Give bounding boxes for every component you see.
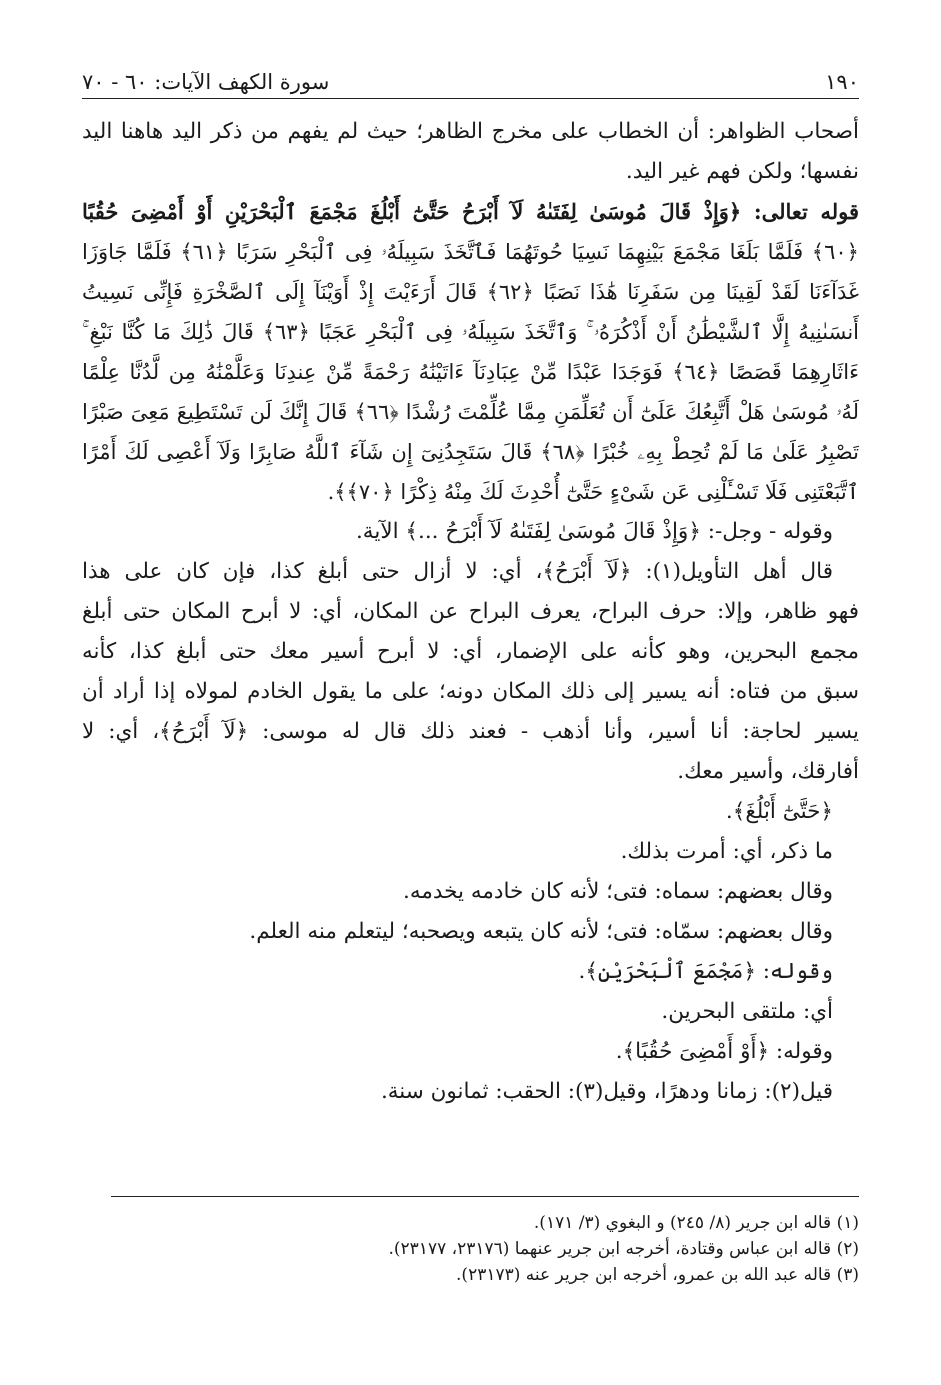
header-rule [82,98,859,99]
text-line: نفسها؛ ولكن فهم غير اليد. [625,159,859,184]
footnote: (٢) قاله ابن عباس وقتادة، أخرجه ابن جرير عنهما (٢٣١٧٦، ٢٣١٧٧). [388,1239,859,1259]
text-line: وقوله - وجل-: ﴿وَإِذْ قَالَ مُوسَىٰ لِفَتَىٰهُ لَآ أَبْرَحُ ...﴾ الآية. [355,519,833,544]
verse-line: غَدَآءَنَا لَقَدْ لَقِينَا مِن سَفَرِنَا هَٰذَا نَصَبًا ﴿٦٢﴾ قَالَ أَرَءَيْتَ إِذْ أَوَيْنَآ إِلَى ٱلصَّخْرَةِ فَإِنِّى نَسِيتُ [82,280,859,304]
text-line: سبق من فتاه: أنه يسير إلى ذلك المكان دونه؛ على ما يقول الخادم لمولاه إذا أراد أن [82,679,859,704]
text-line: ﴿حَتَّىٰٓ أَبْلُغَ﴾. [725,799,833,824]
text-line: أي: ملتقى البحرين. [661,999,833,1024]
running-title: سورة الكهف الآيات: ٦٠ - ٧٠ [82,70,330,94]
verse-line: ﴿٦٠﴾ فَلَمَّا بَلَغَا مَجْمَعَ بَيْنِهِمَا نَسِيَا حُوتَهُمَا فَٱتَّخَذَ سَبِيلَهُۥ فِى ٱلْبَحْرِ سَرَبًا ﴿٦١﴾ فَلَمَّا جَاوَزَا [82,240,859,264]
verse-line: أَنسَىٰنِيهُ إِلَّا ٱلشَّيْطَٰنُ أَنْ أَذْكُرَهُۥ ۚ وَٱتَّخَذَ سَبِيلَهُۥ فِى ٱلْبَحْرِ عَجَبًا ﴿٦٣﴾ قَالَ ذَٰلِكَ مَا كُنَّا نَبْغِ ۚ [82,320,859,344]
text-line: يسير لحاجة: أنا أسير، وأنا أذهب - فعند ذلك قال له موسى: ﴿لَآ أَبْرَحُ﴾، أي: لا [82,719,859,744]
text-line: أصحاب الظواهر: أن الخطاب على مخرج الظاهر؛ حيث لم يفهم من ذكر اليد هاهنا اليد [82,119,859,144]
page-header [82,58,859,94]
footnote: (١) قاله ابن جرير (٨/ ٢٤٥) و البغوي (٣/ ١٧١). [533,1213,859,1233]
verse-line: قوله تعالى: ﴿وَإِذْ قَالَ مُوسَىٰ لِفَتَىٰهُ لَآ أَبْرَحُ حَتَّىٰٓ أَبْلُغَ مَجْمَعَ ٱلْبَحْرَيْنِ أَوْ أَمْضِىَ حُقُبًا [82,199,859,224]
footnote-rule [111,1196,859,1197]
footnote: (٣) قاله عبد الله بن عمرو، أخرجه ابن جرير عنه (٢٣١٧٣). [456,1265,859,1285]
text-line: وقوله: ﴿أَوْ أَمْضِىَ حُقُبًا﴾. [615,1039,833,1064]
text-line: قال أهل التأويل(١): ﴿لَآ أَبْرَحُ﴾، أي: لا أزال حتى أبلغ كذا، فإن كان على هذا [82,559,833,584]
main-text [82,112,859,1112]
text-line: قيل(٢): زمانا ودهرًا، وقيل(٣): الحقب: ثمانون سنة. [380,1079,833,1104]
text-line: مجمع البحرين، وهو كأنه على الإضمار، أي: لا أبرح أسير معك حتى أبلغ كذا، كأنه [82,639,859,664]
verse-line: لَهُۥ مُوسَىٰ هَلْ أَتَّبِعُكَ عَلَىٰٓ أَن تُعَلِّمَنِ مِمَّا عُلِّمْتَ رُشْدًا ﴿٦٦﴾ قَالَ إِنَّكَ لَن تَسْتَطِيعَ مَعِىَ صَبْرًا [82,400,859,424]
verse-line: ٱتَّبَعْتَنِى فَلَا تَسْـَٔلْنِى عَن شَىْءٍ حَتَّىٰٓ أُحْدِثَ لَكَ مِنْهُ ذِكْرًا ﴿٧٠﴾﴾. [327,480,859,504]
footnotes [82,1210,859,1288]
text-line: وقال بعضهم: سمّاه: فتى؛ لأنه كان يتبعه ويصحبه؛ ليتعلم منه العلم. [249,919,833,944]
page-number: ١٩٠ [825,70,859,94]
text-line: فهو ظاهر، وإلا: حرف البراح، يعرف البراح عن المكان، أي: لا أبرح المكان حتى أبلغ [82,599,859,624]
verse-line: تَصْبِرُ عَلَىٰ مَا لَمْ تُحِطْ بِهِۦ خُبْرًا ﴿٦٨﴾ قَالَ سَتَجِدُنِىٓ إِن شَآءَ ٱللَّهُ صَابِرًا وَلَآ أَعْصِى لَكَ أَمْرًا [82,440,859,464]
text-line: ما ذكر، أي: أمرت بذلك. [620,839,833,864]
text-line: أفارقك، وأسير معك. [677,759,859,784]
text-line: وقوله: ﴿مَجْمَعَ ٱلْبَحْرَيْنِ﴾. [578,959,833,984]
text-line: وقال بعضهم: سماه: فتى؛ لأنه كان خادمه يخدمه. [403,879,833,904]
verse-line: ءَاثَارِهِمَا قَصَصًا ﴿٦٤﴾ فَوَجَدَا عَبْدًا مِّنْ عِبَادِنَآ ءَاتَيْنَٰهُ رَحْمَةً مِّنْ عِندِنَا وَعَلَّمْنَٰهُ مِن لَّدُنَّا عِلْمًا [82,360,859,384]
